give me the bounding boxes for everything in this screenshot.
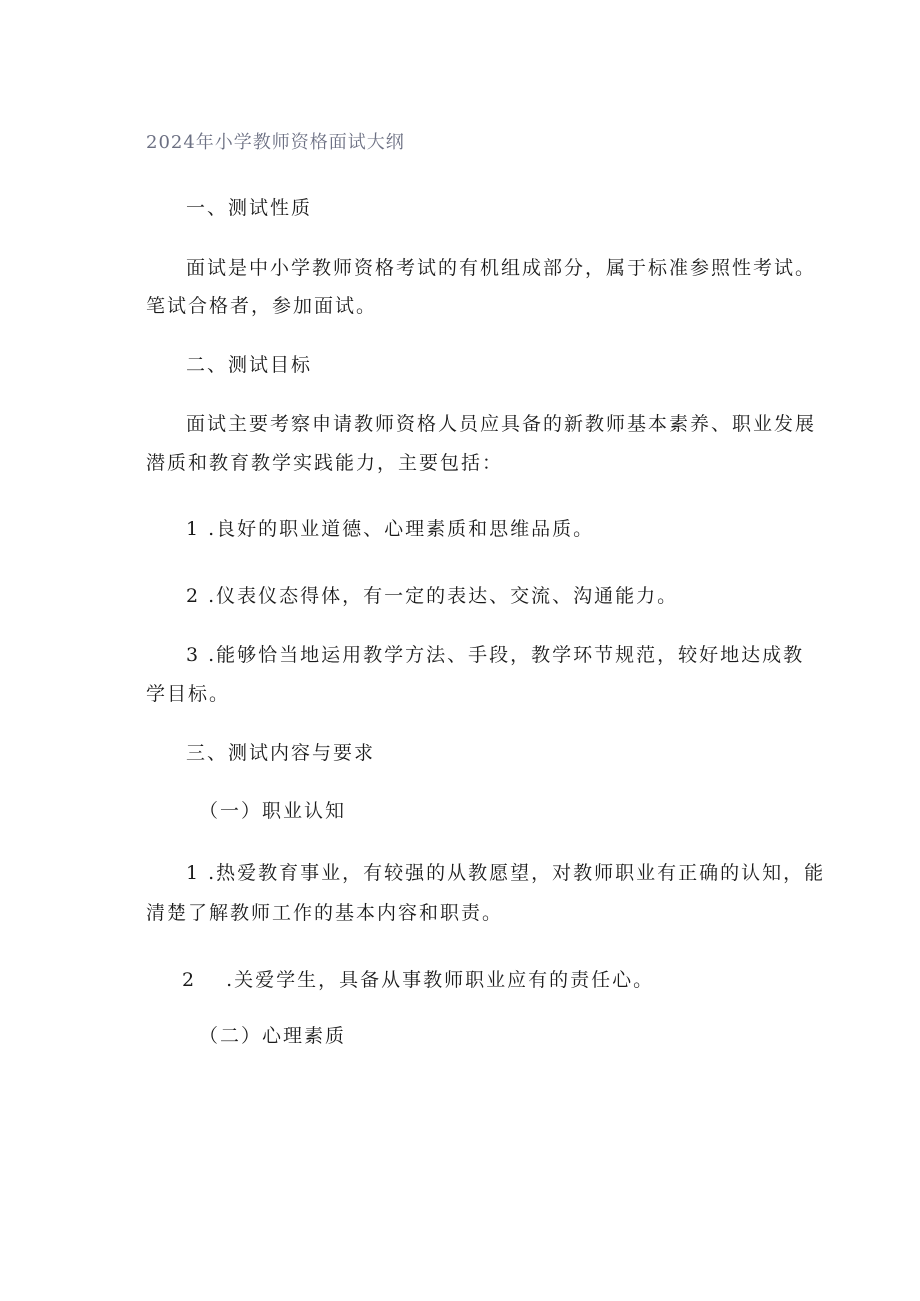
paragraph-line: 笔试合格者，参加面试。: [146, 295, 378, 317]
list-item: [182, 968, 654, 992]
list-item: [186, 517, 594, 541]
list-item-number: 2: [186, 585, 201, 607]
list-item: [186, 584, 678, 608]
section-heading-2: 二、测试目标: [186, 354, 313, 376]
section-heading-1: 一、测试性质: [186, 197, 313, 219]
subsection-heading-1: （一）职业认知: [199, 800, 347, 822]
paragraph-line: 潜质和教育教学实践能力，主要包括：: [146, 452, 504, 474]
list-item-continuation: 清楚了解教师工作的基本内容和职责。: [146, 902, 504, 924]
list-item-text: .良好的职业道德、心理素质和思维品质。: [208, 518, 595, 540]
list-item-text: .能够恰当地运用教学方法、手段，教学环节规范，较好地达成教: [208, 644, 805, 666]
paragraph-line: 面试主要考察申请教师资格人员应具备的新教师基本素养、职业发展: [186, 413, 817, 435]
document-title: 2024年小学教师资格面试大纲: [146, 132, 405, 153]
list-item-text: .热爱教育事业，有较强的从教愿望，对教师职业有正确的认知，能: [208, 862, 826, 884]
subsection-heading-2: （二）心理素质: [199, 1025, 347, 1047]
list-item-number: 2: [182, 969, 197, 991]
list-item-text: .仪表仪态得体，有一定的表达、交流、沟通能力。: [208, 585, 679, 607]
list-item-text: .关爱学生，具备从事教师职业应有的责任心。: [226, 969, 655, 991]
list-item-continuation: 学目标。: [146, 683, 231, 705]
paragraph-line: 面试是中小学教师资格考试的有机组成部分，属于标准参照性考试。: [186, 257, 817, 279]
section-heading-3: 三、测试内容与要求: [186, 742, 376, 764]
list-item-number: 3: [186, 644, 201, 666]
list-item: [186, 861, 825, 885]
list-item: [186, 643, 804, 667]
list-item-number: 1: [186, 862, 201, 884]
list-item-number: 1: [186, 518, 201, 540]
